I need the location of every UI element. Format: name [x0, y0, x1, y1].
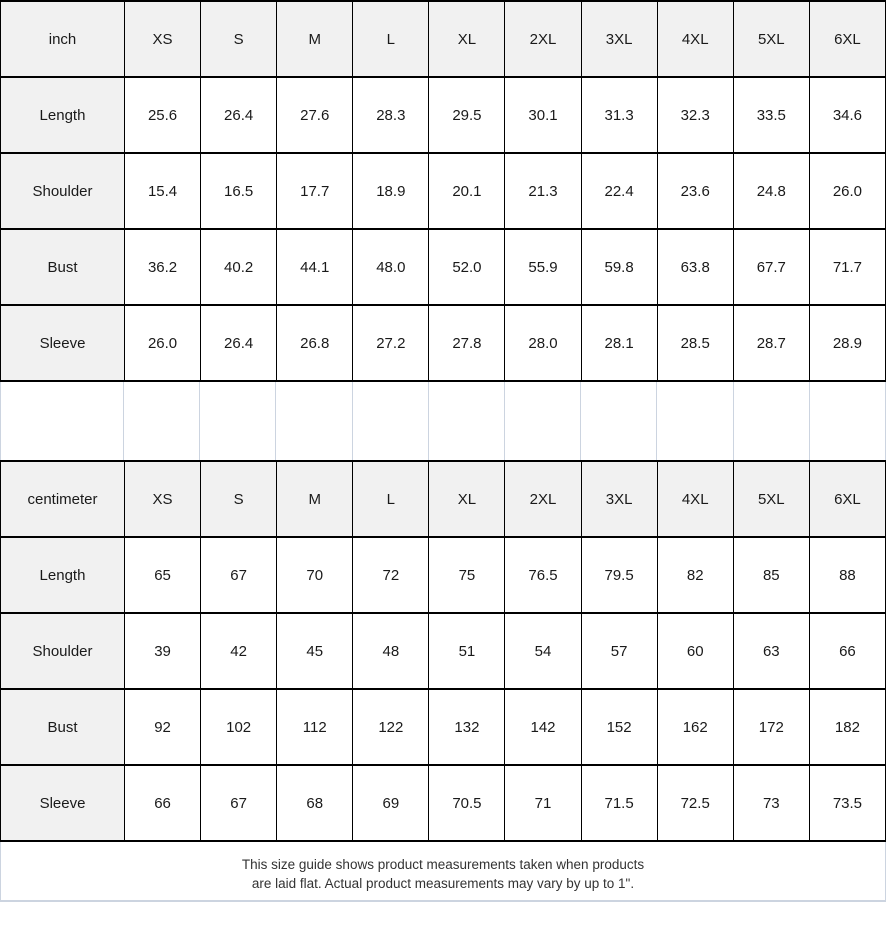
- value-cell: 69: [353, 765, 429, 841]
- row-label: Sleeve: [1, 765, 125, 841]
- row-label: Shoulder: [1, 613, 125, 689]
- value-cell: 28.1: [581, 305, 657, 381]
- value-cell: 22.4: [581, 153, 657, 229]
- value-cell: 70: [277, 537, 353, 613]
- spacer-column: [276, 382, 352, 460]
- value-cell: 85: [733, 537, 809, 613]
- size-header-cell: 6XL: [809, 1, 885, 77]
- value-cell: 27.6: [277, 77, 353, 153]
- spacer-column: [810, 382, 886, 460]
- value-cell: 26.4: [201, 305, 277, 381]
- size-header-cell: XL: [429, 1, 505, 77]
- value-cell: 59.8: [581, 229, 657, 305]
- value-cell: 40.2: [201, 229, 277, 305]
- table-row: [1, 229, 886, 305]
- size-header-cell: 4XL: [657, 461, 733, 537]
- size-header-cell: XS: [125, 461, 201, 537]
- row-label: Shoulder: [1, 153, 125, 229]
- value-cell: 27.8: [429, 305, 505, 381]
- value-cell: 31.3: [581, 77, 657, 153]
- spacer-column: [200, 382, 276, 460]
- value-cell: 28.9: [809, 305, 885, 381]
- spacer-column: [657, 382, 733, 460]
- spacer-column: [429, 382, 505, 460]
- value-cell: 29.5: [429, 77, 505, 153]
- size-header-cell: L: [353, 461, 429, 537]
- value-cell: 142: [505, 689, 581, 765]
- value-cell: 28.0: [505, 305, 581, 381]
- row-label: Length: [1, 537, 125, 613]
- table-row: [1, 537, 886, 613]
- unit-label: inch: [1, 1, 125, 77]
- value-cell: 172: [733, 689, 809, 765]
- size-header-cell: 3XL: [581, 461, 657, 537]
- table-row: [1, 153, 886, 229]
- value-cell: 42: [201, 613, 277, 689]
- size-header-cell: S: [201, 461, 277, 537]
- value-cell: 132: [429, 689, 505, 765]
- value-cell: 52.0: [429, 229, 505, 305]
- value-cell: 27.2: [353, 305, 429, 381]
- value-cell: 28.7: [733, 305, 809, 381]
- value-cell: 26.0: [809, 153, 885, 229]
- value-cell: 28.5: [657, 305, 733, 381]
- table-row: [1, 689, 886, 765]
- size-header-cell: 3XL: [581, 1, 657, 77]
- value-cell: 112: [277, 689, 353, 765]
- value-cell: 73.5: [809, 765, 885, 841]
- size-table-header-row: [1, 461, 886, 537]
- value-cell: 65: [125, 537, 201, 613]
- size-header-cell: M: [277, 461, 353, 537]
- value-cell: 92: [125, 689, 201, 765]
- value-cell: 51: [429, 613, 505, 689]
- value-cell: 67: [201, 765, 277, 841]
- value-cell: 67.7: [733, 229, 809, 305]
- value-cell: 16.5: [201, 153, 277, 229]
- value-cell: 26.4: [201, 77, 277, 153]
- value-cell: 73: [733, 765, 809, 841]
- value-cell: 30.1: [505, 77, 581, 153]
- value-cell: 71.7: [809, 229, 885, 305]
- unit-label: centimeter: [1, 461, 125, 537]
- spacer-column: [505, 382, 581, 460]
- row-label: Sleeve: [1, 305, 125, 381]
- value-cell: 162: [657, 689, 733, 765]
- value-cell: 70.5: [429, 765, 505, 841]
- value-cell: 45: [277, 613, 353, 689]
- value-cell: 122: [353, 689, 429, 765]
- value-cell: 75: [429, 537, 505, 613]
- value-cell: 21.3: [505, 153, 581, 229]
- table-spacer: [0, 382, 886, 460]
- table-row: [1, 305, 886, 381]
- size-table-centimeter: [0, 460, 886, 842]
- size-guide-note: [0, 842, 886, 902]
- value-cell: 26.8: [277, 305, 353, 381]
- row-label: Bust: [1, 229, 125, 305]
- value-cell: 66: [125, 765, 201, 841]
- value-cell: 152: [581, 689, 657, 765]
- value-cell: 48.0: [353, 229, 429, 305]
- spacer-column: [0, 382, 124, 460]
- size-header-cell: 5XL: [733, 1, 809, 77]
- value-cell: 54: [505, 613, 581, 689]
- value-cell: 28.3: [353, 77, 429, 153]
- value-cell: 15.4: [125, 153, 201, 229]
- size-header-cell: 6XL: [809, 461, 885, 537]
- value-cell: 82: [657, 537, 733, 613]
- value-cell: 102: [201, 689, 277, 765]
- value-cell: 20.1: [429, 153, 505, 229]
- table-row: [1, 765, 886, 841]
- value-cell: 55.9: [505, 229, 581, 305]
- value-cell: 79.5: [581, 537, 657, 613]
- value-cell: 71: [505, 765, 581, 841]
- value-cell: 25.6: [125, 77, 201, 153]
- spacer-column: [581, 382, 657, 460]
- value-cell: 17.7: [277, 153, 353, 229]
- size-header-cell: 4XL: [657, 1, 733, 77]
- value-cell: 63: [733, 613, 809, 689]
- size-table-header-row: [1, 1, 886, 77]
- value-cell: 36.2: [125, 229, 201, 305]
- value-cell: 66: [809, 613, 885, 689]
- value-cell: 48: [353, 613, 429, 689]
- value-cell: 63.8: [657, 229, 733, 305]
- value-cell: 72.5: [657, 765, 733, 841]
- table-row: [1, 77, 886, 153]
- spacer-column: [353, 382, 429, 460]
- size-header-cell: M: [277, 1, 353, 77]
- value-cell: 23.6: [657, 153, 733, 229]
- value-cell: 24.8: [733, 153, 809, 229]
- value-cell: 39: [125, 613, 201, 689]
- table-row: [1, 613, 886, 689]
- value-cell: 57: [581, 613, 657, 689]
- note-line-2: are laid flat. Actual product measurements may vary by up to 1".: [251, 876, 635, 891]
- size-header-cell: XL: [429, 461, 505, 537]
- value-cell: 34.6: [809, 77, 885, 153]
- row-label: Length: [1, 77, 125, 153]
- value-cell: 88: [809, 537, 885, 613]
- value-cell: 18.9: [353, 153, 429, 229]
- size-header-cell: 5XL: [733, 461, 809, 537]
- size-header-cell: S: [201, 1, 277, 77]
- value-cell: 32.3: [657, 77, 733, 153]
- value-cell: 76.5: [505, 537, 581, 613]
- value-cell: 26.0: [125, 305, 201, 381]
- size-header-cell: L: [353, 1, 429, 77]
- spacer-column: [124, 382, 200, 460]
- value-cell: 60: [657, 613, 733, 689]
- value-cell: 67: [201, 537, 277, 613]
- row-label: Bust: [1, 689, 125, 765]
- size-header-cell: 2XL: [505, 1, 581, 77]
- value-cell: 44.1: [277, 229, 353, 305]
- size-header-cell: 2XL: [505, 461, 581, 537]
- size-header-cell: XS: [125, 1, 201, 77]
- value-cell: 71.5: [581, 765, 657, 841]
- value-cell: 68: [277, 765, 353, 841]
- value-cell: 72: [353, 537, 429, 613]
- note-line-1: This size guide shows product measurements taken when products: [241, 857, 645, 872]
- value-cell: 33.5: [733, 77, 809, 153]
- spacer-column: [734, 382, 810, 460]
- size-table-inch: [0, 0, 886, 382]
- value-cell: 182: [809, 689, 885, 765]
